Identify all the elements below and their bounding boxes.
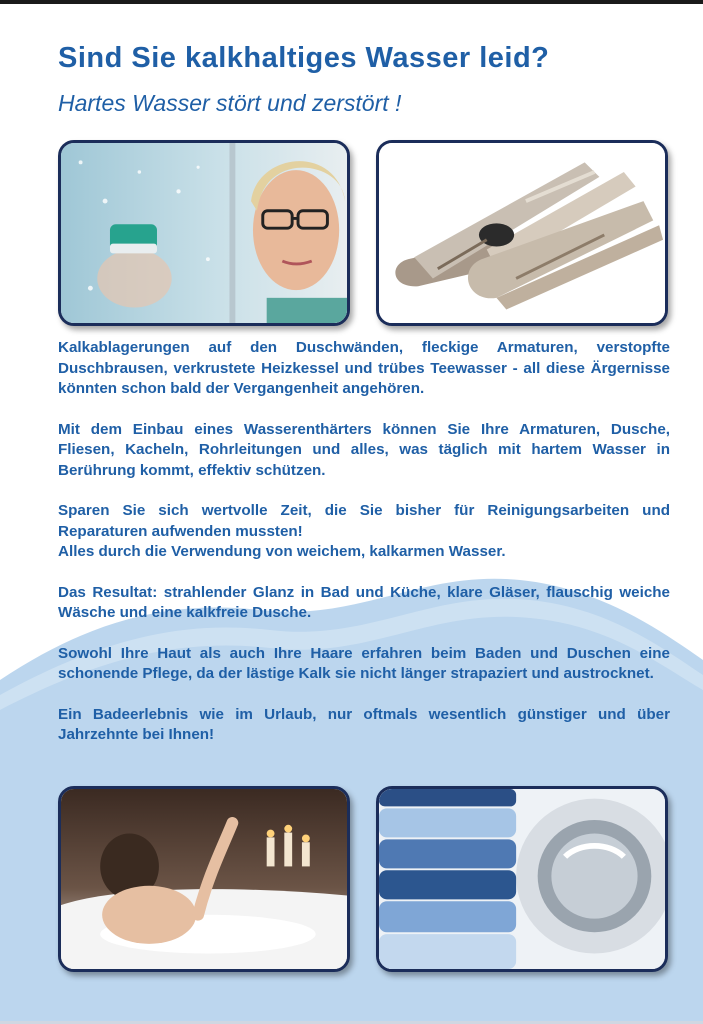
shower-cleaning-photo bbox=[58, 140, 350, 326]
paragraph-soft-water: Alles durch die Verwendung von weichem, kalkarmen Wasser. bbox=[58, 543, 506, 560]
bath-relaxing-photo bbox=[58, 786, 350, 972]
calcified-heating-element-photo bbox=[376, 140, 668, 326]
paragraph-bath-experience: Ein Badeerlebnis wie im Urlaub, nur oftmals wesentlich günstiger und über Jahrzehnte bei Ihnen! bbox=[58, 705, 670, 743]
top-border-rule bbox=[0, 0, 703, 4]
paragraph-limescale-problems: Kalkablagerungen auf den Duschwänden, fleckige Armaturen, verstopfte Duschbrausen, verkrustete Heizkessel und trübes Teewasser - all diese Ärgernisse könnten schon bald der Vergangenheit angehören. bbox=[58, 339, 670, 397]
subheadline: Hartes Wasser stört und zerstört ! bbox=[58, 90, 402, 116]
paragraph-water-softener: Mit dem Einbau eines Wasserenthärters können Sie Ihre Armaturen, Dusche, Fliesen, Kacheln, Rohrleitungen und alles, was täglich mit hartem Wasser in Berührung kommt, effektiv schützen. bbox=[58, 420, 670, 479]
headline: Sind Sie kalkhaltiges Wasser leid? bbox=[58, 42, 550, 74]
paragraph-result: Das Resultat: strahlender Glanz in Bad und Küche, klare Gläser, flauschig weiche Wäsche und eine kalkfreie Dusche. bbox=[58, 583, 670, 621]
paragraph-save-time: Sparen Sie sich wertvolle Zeit, die Sie bisher für Reinigungsarbeiten und Reparaturen aufwenden mussten! bbox=[58, 502, 670, 540]
towels-washing-machine-photo bbox=[376, 786, 668, 972]
body-text bbox=[58, 338, 670, 766]
paragraph-skin-hair: Sowohl Ihre Haut als auch Ihre Haare erfahren beim Baden und Duschen eine schonende Pflege, da der lästige Kalk sie nicht länger strapaziert und austrocknet. bbox=[58, 644, 670, 682]
